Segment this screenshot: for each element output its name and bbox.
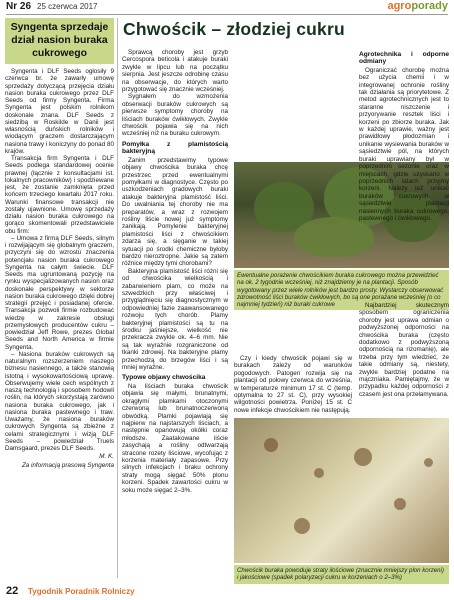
article-paragraph: Na liściach buraka chwościk objawia się małymi, brunatnymi, okrągłymi plamkami otoczonymi czerwoną lub brunatnoczerwoną obwódką. Plamki pojawiają się najpierw na najstarszych liściach, a następnie opanowują okółki coraz młodsze. Zaatakowane liście zasychają a rośliny odtwarzają stracone rozety liściowe, wycofując z korzenia materiały zapasowe. Przy silnych infekcjach i braku ochrony straty mogą sięgać 50% plonu korzeni. Spadek zawartości cukru w soku może sięgać 2–3%.	[122, 382, 228, 494]
section-heading: Agrotechnika i odporne odmiany	[359, 51, 449, 66]
sidebar-initials: M. K.	[99, 453, 114, 461]
article-paragraph: Najbardziej skutecznym sposobem ograniczenia choroby jest uprawa odmian o podwyższonej odporności na chwościka buraka (często dodatkowo z podwyższoną odpornością na rizomanię), ale trzeba przy tym wiedzieć, że takie odmiany są, niestety, zwykle bardziej podatne na mączniaka. Pamiętajmy, że w przypadku każdej odporności z czasem jest ona przełamywana.	[359, 302, 449, 398]
sidebar-body	[5, 68, 114, 469]
article-column-3	[359, 48, 449, 222]
diseased-leaf-photo	[234, 418, 449, 563]
page-footer	[0, 583, 454, 600]
section-heading: Pomyłka z plamistością bakteryjną	[122, 140, 228, 156]
issue-number	[6, 1, 98, 12]
sidebar-paragraph: Syngenta i DLF Seeds ogłosiły 9 czerwca br. że zawarły umowę sprzedaży dotyczącą przejęcia działu nasion buraka cukrowego przez DLF Seeds od firmy Syngenta. Firma Syngenta jest polskim rolnikom doskonale znana. DLF Seeds z siedzibą w Roskilde w Danii jest własnością duńskich rolników i wiodącym graczem dostarczającym nasiona trawy i koniczyny do ponad 80 krajów.	[5, 68, 114, 155]
issue-date: 25 czerwca 2017	[37, 2, 98, 11]
brand-logo	[387, 0, 448, 12]
footer-brand: Tygodnik Poradnik Rolniczy	[28, 587, 135, 596]
sidebar-paragraph: – Nasiona buraków cukrowych są naturalnym rozszerzeniem naszego biznesu nasiennego, a także stanowią istotną i wysokowartościową uprawę. Obserwujemy wiele cech wspólnych z naszą technologią i sposobem hodowli roślin, na których skorzystają zarówno nasiona buraka cukrowego, jak i nasiona buraka pastewnego i traw. Uważamy, że nasiona buraków cukrowych Syngenta są zbieżne z celami strategicznymi i wizją DLF Seeds – powiedział Truels Damsgaard, prezes DLF Seeds.	[5, 350, 114, 452]
photo-caption: Ewentualne porażenie chwościkiem buraka cukrowego można przewidzieć na ok. 2 tygodnie wcześniej, niż znajdziemy je na plantacji. Sposób wygotowany przez wiele rolników jest bardzo prosty. Wystarczy obserwować zdrowotność liści buraków ćwikłowych, bo są one porażane wcześniej (o co najmniej tydzień) niż buraki cukrowe	[234, 270, 449, 310]
photo-caption: Chwościk buraka powoduje straty ilościowe (znacznie mniejszy plon korzeni) i jakościowe (spadek polaryzacji cukru w korzeniach o 2–3%)	[234, 565, 449, 584]
article-paragraph: Czy i kiedy chwościk pojawi się w burakach zależy od warunków pogodowych. Patogen rozwija się na plantacji od połowy czerwca do września, w temperaturze minimum 17 st. C (temp. optymalna to 27 st. C), przy wysokiej wilgotności powietrza. Poniżej 15 st. C nowe infekcje chwościkiem nie następują.	[234, 355, 352, 414]
section-heading: Typowe objawy chwościka	[122, 374, 206, 382]
article-paragraph: Sprawcą choroby jest grzyb Cercospora beticola i atakuje buraki zwykle w lipcu lub na początku sierpnia. Jest jeszcze odrobinę czasu na obserwacje, do których warto przygotować się znacznie wcześniej.	[122, 49, 228, 94]
article-column-2	[234, 355, 352, 414]
brand-part-a: agro	[387, 0, 412, 12]
page-header	[0, 0, 454, 14]
sidebar-paragraph: Transakcja firm Syngenta i DLF Seeds podlega standardowej ocenie prawnej (łącznie z konsultacjami ist. lokalnych pracowników) i spodziewane jest, że zostanie zamknięta przed końcem trzeciego kwartału 2017 roku. Warunki finansowe transakcji nie zostały ujawnione. Umowę sprzedaży działu nasion buraka cukrowego na gorąco skomentowali przedstawiciele obu firm:	[5, 155, 114, 235]
article-column-1	[122, 49, 228, 494]
article-paragraph: Ograniczać chorobę można bez użycia chemii i w integrowanej ochronie rośliny tak działania są priorytetowe. Z metod agrotechnicznych jest to staranne niszczenie i przyorywanie resztek liści i korzeni po zbiorze buraka. Jak w każdej uprawie, ważny jest prawidłowy płodozmian i unikanie wysiewania buraków w sąsiedztwie pól, na których buraki uprawiany był w poprzednim sezonie oraz w miejscach, gdzie uzyskano w poprzednich latach przyjmy korzeni. Należy też unikać buraków cukrowych w sąsiedztwie plantacji nasiennych buraka cukrowego, pastewnego i ćwikłowego.	[359, 66, 449, 222]
article-paragraph: Zanim przedstawimy typowe objawy chwościka buraka chcę przestrzec przed ewentualnymi pomyłkami w diagnostyce. Często po uszkodzeniach gradowych buraki atakuje bakteryjna plamistość liści. Do uwalniania tej choroby nie ma preparatów, a wraz z rozwojem rośliny liście nowej już symptomy zanikają. Pomylenie bakteryjnej plamistości liści z chwościkiem zdarza się, a sięganie w takiej sytuacji po środki chemiczne byłoby bardzo nieroztropne. Jakie są zatem różnice między tymi chorobami?	[122, 156, 228, 268]
sidebar-paragraph: – Umowa z firmą DLF Seeds, silnym i rozwijającym się globalnym graczem, przyczyni się do wzrostu znaczenia potencjału nasion buraka cukrowego Syngenta na całym świecie. DLF Seeds ma ugruntowaną pozycję na rynku wyspecjalizowanych nasion oraz doskonałe perspektywy w sektorze nasion buraka cukrowego dzięki dobrej strategii przejęć i posiadanej ofercie. Transakcja pozwoli firmie rozbudować wiedzę w zakresie obsługi przemysłowych producentów cukru – powiedział Jeff Rowe, prezes Global Seeds and North America w firmie Syngenta.	[5, 234, 114, 351]
page-number: 22	[6, 585, 19, 597]
article-title: Chwościk – złodziej cukru	[123, 19, 345, 39]
sidebar-source: Za informacją prasową Syngenta	[21, 461, 114, 469]
article-column-3b	[359, 302, 449, 398]
sidebar-article	[5, 18, 114, 566]
brand-part-b: porady	[411, 0, 448, 12]
issue-label: Nr 26	[6, 1, 32, 12]
sidebar-title: Syngenta sprzedaje dział nasion buraka cukrowego	[5, 18, 114, 64]
article-paragraph: Bakteryjna plamistość liści różni się od chwościka wielkością i zabarwieniem plam, co może na szwedzkich przy właściwej i przyglądnięciu się diagnostycznym w odpowiedniej fazie zaawansowanego rozwoju tych chorób. Plamy bakteryjnej plamistości są tu na środku jaśniejsze, wielkość nie przekracza zwykle ok. 4–6 mm. Nie są tak wyraźnie rozgraniczone od tkanki zdrowej. Na bakteryjne plamy przechodzą do brzegów liści i są mniej wyraźne.	[122, 267, 228, 372]
article-paragraph: Sygnałem do wzmożenia obserwacji buraków cukrowych są pierwsze symptomy choroby na liściach buraków ćwikłowych. Zwykle chwościk pojawia się na nich wcześniej niż na buraku cukrowym.	[122, 93, 228, 138]
header-rule	[6, 14, 448, 15]
column-divider	[117, 18, 118, 578]
